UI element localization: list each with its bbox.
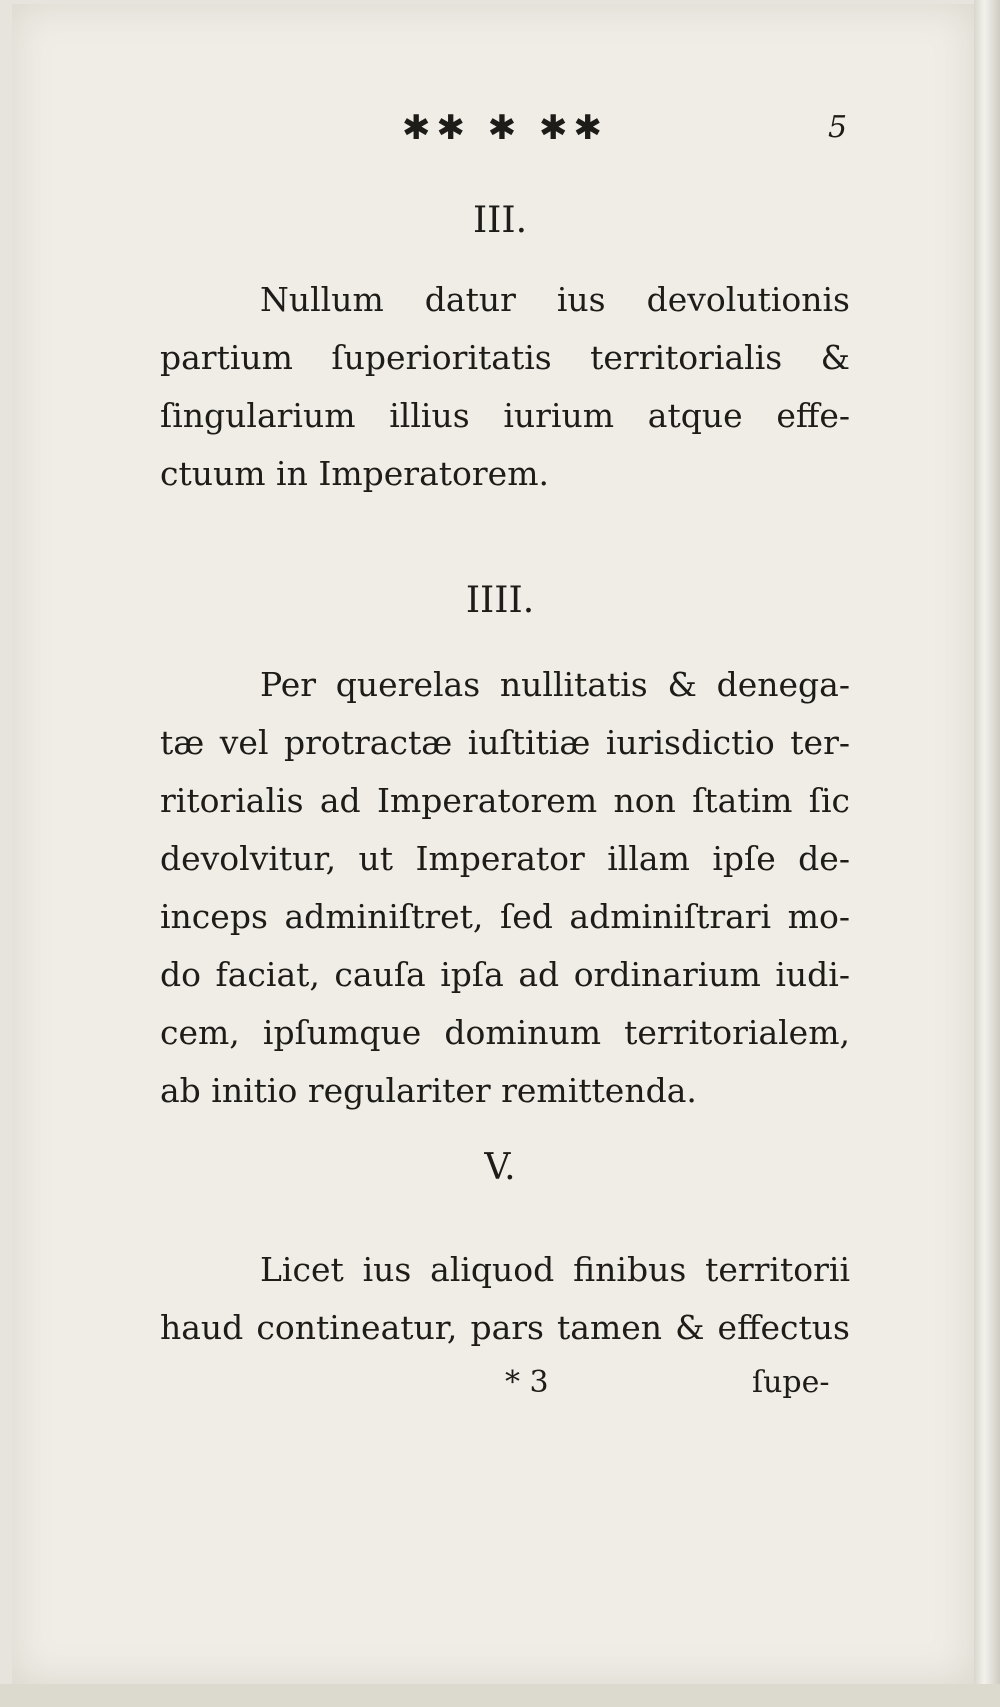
text-line: ritorialis ad Imperatorem non ſtatim ſic — [160, 781, 850, 820]
text-line: ab initio regulariter remittenda. — [160, 1071, 697, 1110]
page-number: 5 — [828, 110, 848, 145]
text-line: ſingularium illius iurium atque effe- — [160, 396, 850, 435]
text-line: Per querelas nullitatis & denega- — [260, 665, 850, 704]
header-ornament: ✱✱ ✱ ✱✱ — [401, 108, 609, 148]
page-bottom-edge — [0, 1684, 1000, 1707]
text-line: do faciat, cauſa ipſa ad ordinarium iudi- — [160, 955, 850, 994]
text-line: inceps adminiſtret, ſed adminiſtrari mo- — [160, 897, 850, 936]
text-line: cem, ipſumque dominum territorialem, — [160, 1013, 850, 1052]
signature-mark: * 3 — [505, 1365, 549, 1400]
text-line: tæ vel protractæ iuſtitiæ iurisdictio ter- — [160, 723, 850, 762]
text-line: devolvitur, ut Imperator illam ipſe de- — [160, 839, 850, 878]
section-heading-iii: III. — [472, 200, 528, 241]
section-heading-iiii: IIII. — [465, 580, 535, 621]
text-line: Nullum datur ius devolutionis — [260, 280, 850, 319]
page-edge — [974, 0, 1000, 1707]
text-line: ctuum in Imperatorem. — [160, 454, 549, 493]
text-line: partium ſuperioritatis territorialis & — [160, 338, 850, 377]
text-line: Licet ius aliquod finibus territorii — [260, 1250, 850, 1289]
section-heading-v: V. — [484, 1147, 516, 1188]
text-line: haud contineatur, pars tamen & effectus — [160, 1308, 850, 1347]
catchword: ſupe- — [752, 1365, 830, 1400]
